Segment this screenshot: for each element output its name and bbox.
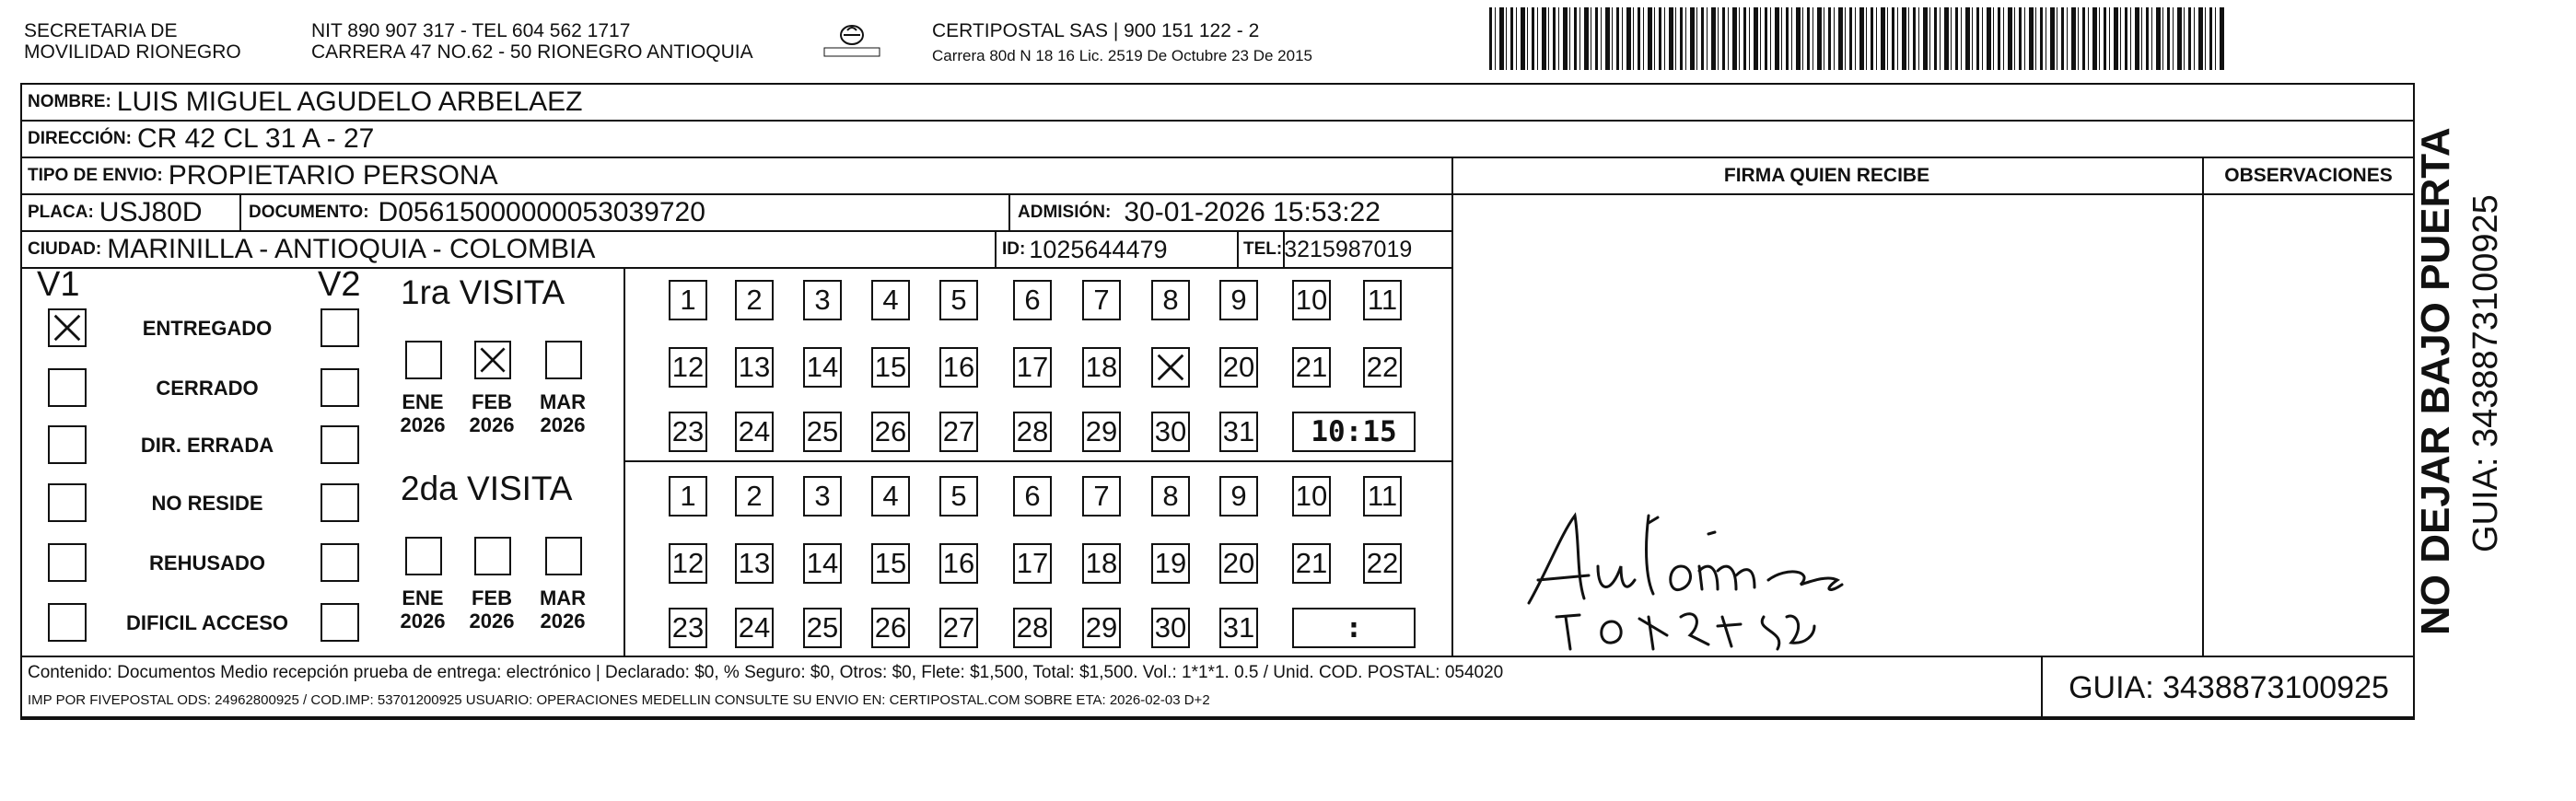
month-name: MAR — [539, 586, 587, 609]
month-label — [463, 390, 520, 436]
day-box[interactable]: 17 — [1013, 347, 1052, 388]
day-box[interactable]: 4 — [871, 280, 910, 320]
placa-label: PLACA: — [28, 203, 94, 222]
tel-label: TEL: — [1243, 239, 1283, 259]
status-label: CERRADO — [156, 377, 259, 400]
tipo-envio-row — [28, 158, 498, 193]
day-box[interactable]: 30 — [1151, 412, 1190, 452]
day-box[interactable]: 22 — [1363, 543, 1402, 584]
day-box[interactable]: 17 — [1013, 543, 1052, 584]
signature — [1510, 479, 2174, 654]
month-year: 2026 — [400, 413, 446, 436]
firma-header: FIRMA QUIEN RECIBE — [1723, 165, 1930, 186]
day-box[interactable]: 14 — [803, 347, 842, 388]
day-box[interactable]: 11 — [1363, 280, 1402, 320]
v2-checkbox[interactable] — [321, 603, 359, 642]
day-box[interactable]: 16 — [939, 347, 978, 388]
side-guia: GUIA: 3438873100925 — [2466, 194, 2505, 552]
documento-label: DOCUMENTO: — [249, 203, 369, 222]
day-box[interactable]: 28 — [1013, 412, 1052, 452]
time-box[interactable]: : — [1292, 608, 1416, 648]
placa-cell — [28, 195, 203, 230]
side-warning: NO DEJAR BAJO PUERTA — [2413, 127, 2458, 635]
day-box[interactable]: 15 — [871, 543, 910, 584]
v1-checkbox[interactable] — [48, 603, 87, 642]
v2-checkbox[interactable] — [321, 308, 359, 347]
day-box[interactable]: 26 — [871, 412, 910, 452]
month-year: 2026 — [400, 609, 446, 633]
month-label — [394, 390, 451, 436]
v2-header: V2 — [318, 265, 361, 304]
month-name: FEB — [472, 586, 512, 609]
v1-checkbox[interactable] — [48, 483, 87, 522]
day-box[interactable]: 27 — [939, 608, 978, 648]
day-box[interactable]: 16 — [939, 543, 978, 584]
tipo-envio-value: PROPIETARIO PERSONA — [168, 160, 498, 191]
month-label — [534, 390, 591, 436]
documento-cell — [249, 195, 705, 230]
tipo-envio-label: TIPO DE ENVIO: — [28, 166, 163, 185]
day-box[interactable]: 8 — [1151, 476, 1190, 517]
v2-checkbox[interactable] — [321, 368, 359, 407]
direccion-value: CR 42 CL 31 A - 27 — [136, 123, 375, 154]
day-box[interactable]: 20 — [1219, 347, 1258, 388]
status-label: DIR. ERRADA — [140, 434, 274, 457]
v2-checkbox[interactable] — [321, 425, 359, 464]
nit-line: NIT 890 907 317 - TEL 604 562 1717 — [311, 20, 631, 41]
nombre-row — [28, 85, 583, 120]
day-box[interactable]: 25 — [803, 412, 842, 452]
status-label: REHUSADO — [149, 551, 265, 575]
footer-imp: IMP POR FIVEPOSTAL ODS: 24962800925 / COD.IMP: 53701200925 USUARIO: OPERACIONES MEDELLIN CONSULTE SU ENVIO EN: CERTIPOSTAL.COM SOBRE ETA: 2026-02-03 D+2 — [28, 692, 1210, 708]
status-label: NO RESIDE — [151, 492, 263, 515]
v1-checkbox[interactable] — [48, 425, 87, 464]
day-box[interactable]: 31 — [1219, 608, 1258, 648]
day-box[interactable]: 10 — [1292, 280, 1331, 320]
id-value: 1025644479 — [1029, 235, 1168, 263]
id-label: ID: — [1002, 239, 1026, 259]
day-box[interactable]: 3 — [803, 280, 842, 320]
day-box[interactable]: 12 — [669, 543, 707, 584]
day-box[interactable]: 18 — [1082, 543, 1121, 584]
month-year: 2026 — [469, 413, 515, 436]
day-box[interactable]: 7 — [1082, 280, 1121, 320]
v1-checkbox[interactable] — [48, 368, 87, 407]
month-label — [463, 586, 520, 633]
sender-name — [24, 20, 241, 63]
ciudad-label: CIUDAD: — [28, 239, 102, 259]
day-box[interactable]: 2 — [735, 476, 774, 517]
ciudad-cell — [28, 232, 595, 267]
day-box[interactable]: 4 — [871, 476, 910, 517]
day-box[interactable]: 13 — [735, 543, 774, 584]
id-cell — [1002, 232, 1168, 267]
month-checkbox[interactable] — [545, 341, 582, 379]
sender-line-1: SECRETARIA DE — [24, 20, 178, 41]
day-box[interactable]: 21 — [1292, 543, 1331, 584]
month-name: MAR — [539, 390, 587, 413]
day-box[interactable]: 28 — [1013, 608, 1052, 648]
month-checkbox[interactable] — [405, 537, 442, 575]
tel-value: 3215987019 — [1284, 236, 1413, 262]
day-box[interactable] — [1151, 347, 1190, 388]
footer-guia: GUIA: 3438873100925 — [2069, 669, 2389, 705]
day-box[interactable]: 29 — [1082, 608, 1121, 648]
address-line: CARRERA 47 NO.62 - 50 RIONEGRO ANTIOQUIA — [311, 41, 753, 63]
nombre-label: NOMBRE: — [28, 92, 111, 111]
visit-1-title: 1ra VISITA — [401, 273, 565, 311]
month-name: ENE — [402, 390, 444, 413]
day-box[interactable]: 1 — [669, 280, 707, 320]
sender-info — [311, 20, 753, 63]
day-box[interactable]: 5 — [939, 280, 978, 320]
month-checkbox[interactable] — [474, 537, 511, 575]
v1-header: V1 — [37, 265, 80, 304]
day-box[interactable]: 6 — [1013, 476, 1052, 517]
day-box[interactable]: 18 — [1082, 347, 1121, 388]
month-name: FEB — [472, 390, 512, 413]
direccion-label: DIRECCIÓN: — [28, 129, 132, 148]
documento-value: D05615000000053039720 — [378, 197, 705, 227]
day-box[interactable]: 30 — [1151, 608, 1190, 648]
v2-checkbox[interactable] — [321, 543, 359, 582]
placa-value: USJ80D — [99, 197, 203, 227]
day-box[interactable]: 27 — [939, 412, 978, 452]
admision-value: 30-01-2026 15:53:22 — [1124, 197, 1381, 227]
day-box[interactable]: 3 — [803, 476, 842, 517]
day-box[interactable]: 5 — [939, 476, 978, 517]
month-label — [534, 586, 591, 633]
day-box[interactable]: 20 — [1219, 543, 1258, 584]
month-label — [394, 586, 451, 633]
tel-cell — [1243, 232, 1412, 267]
day-box[interactable]: 2 — [735, 280, 774, 320]
month-year: 2026 — [540, 609, 586, 633]
day-box[interactable]: 1 — [669, 476, 707, 517]
v1-checkbox[interactable] — [48, 308, 87, 347]
day-box[interactable]: 13 — [735, 347, 774, 388]
day-box[interactable]: 15 — [871, 347, 910, 388]
sender-line-2: MOVILIDAD RIONEGRO — [24, 41, 241, 63]
courier-info — [932, 20, 1312, 66]
month-name: ENE — [402, 586, 444, 609]
admision-label: ADMISIÓN: — [1018, 203, 1112, 222]
footer-contenido: Contenido: Documentos Medio recepción prueba de entrega: electrónico | Declarado: $0, % Seguro: $0, Otros: $0, Flete: $1,500, Total: $1,500. Vol.: 1*1*1. 0.5 / Unid. COD. POSTAL: 054020 — [28, 663, 1504, 682]
v1-checkbox[interactable] — [48, 543, 87, 582]
month-year: 2026 — [469, 609, 515, 633]
time-box[interactable]: 10:15 — [1292, 412, 1416, 452]
day-box[interactable]: 9 — [1219, 280, 1258, 320]
day-box[interactable]: 12 — [669, 347, 707, 388]
day-box[interactable]: 22 — [1363, 347, 1402, 388]
month-year: 2026 — [540, 413, 586, 436]
certipostal-logo — [820, 18, 884, 64]
visit-2-title: 2da VISITA — [401, 470, 573, 507]
day-box[interactable]: 6 — [1013, 280, 1052, 320]
v2-checkbox[interactable] — [321, 483, 359, 522]
day-box[interactable]: 23 — [669, 608, 707, 648]
ciudad-value: MARINILLA - ANTIOQUIA - COLOMBIA — [107, 234, 596, 264]
admision-cell — [1018, 195, 1381, 230]
day-box[interactable]: 7 — [1082, 476, 1121, 517]
day-box[interactable]: 24 — [735, 412, 774, 452]
month-checkbox[interactable] — [545, 537, 582, 575]
status-label: ENTREGADO — [142, 317, 273, 340]
day-box[interactable]: 24 — [735, 608, 774, 648]
courier-line-2: Carrera 80d N 18 16 Lic. 2519 De Octubre 23 De 2015 — [932, 47, 1312, 64]
day-box[interactable]: 23 — [669, 412, 707, 452]
day-box[interactable]: 25 — [803, 608, 842, 648]
nombre-value: LUIS MIGUEL AGUDELO ARBELAEZ — [116, 87, 583, 117]
day-box[interactable]: 31 — [1219, 412, 1258, 452]
day-box[interactable]: 11 — [1363, 476, 1402, 517]
status-label: DIFICIL ACCESO — [125, 611, 288, 634]
day-box[interactable]: 26 — [871, 608, 910, 648]
day-box[interactable]: 14 — [803, 543, 842, 584]
day-box[interactable]: 29 — [1082, 412, 1121, 452]
day-box[interactable]: 10 — [1292, 476, 1331, 517]
month-checkbox[interactable] — [405, 341, 442, 379]
day-box[interactable]: 8 — [1151, 280, 1190, 320]
courier-line-1: CERTIPOSTAL SAS | 900 151 122 - 2 — [932, 20, 1260, 41]
observaciones-header: OBSERVACIONES — [2224, 165, 2393, 186]
day-box[interactable]: 9 — [1219, 476, 1258, 517]
direccion-row — [28, 122, 374, 157]
day-box[interactable]: 19 — [1151, 543, 1190, 584]
day-box[interactable]: 21 — [1292, 347, 1331, 388]
barcode — [1489, 7, 2226, 70]
month-checkbox[interactable] — [474, 341, 511, 379]
